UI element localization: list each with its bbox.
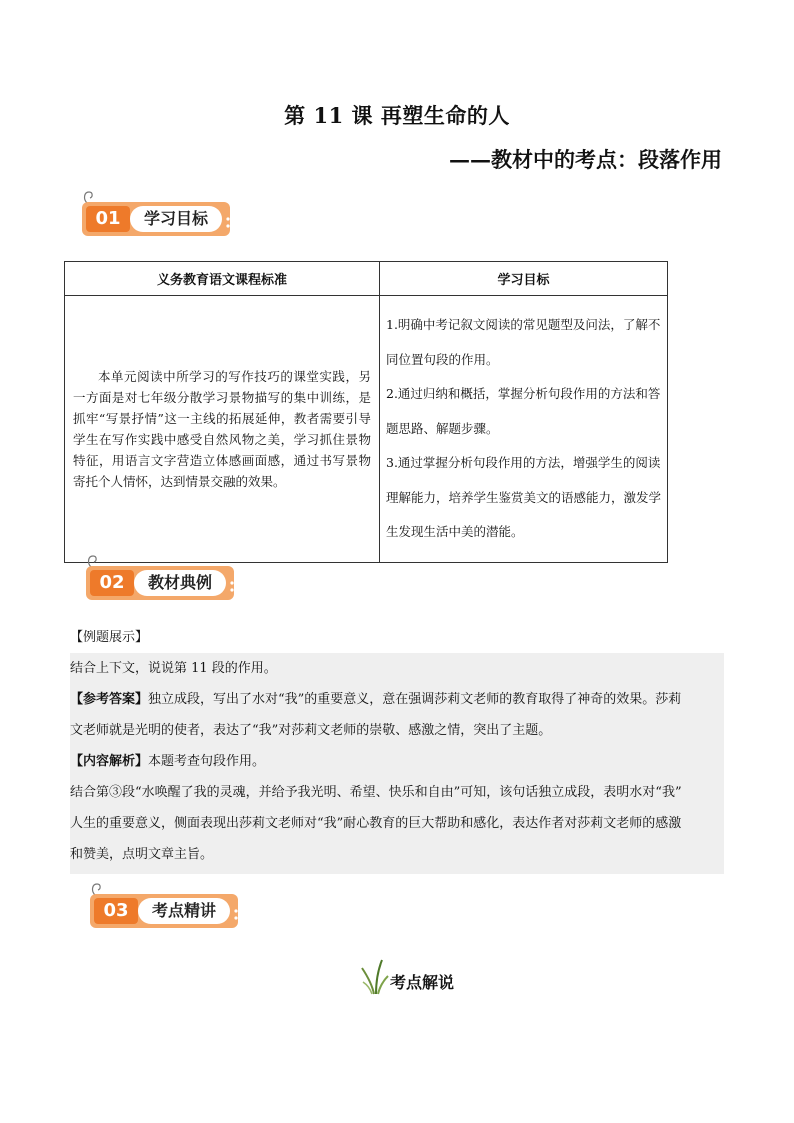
section-header-objectives xyxy=(82,192,234,238)
analysis-line: 人生的重要意义，侧面表现出莎莉文老师对“我”耐心教育的巨大帮助和感化，表达作者对莎莉文老师的感激 xyxy=(70,816,682,831)
dots-icon xyxy=(225,216,231,230)
dots-icon xyxy=(233,908,239,922)
table-row xyxy=(65,296,668,563)
section-label: 教材典例 xyxy=(134,570,226,596)
analysis-line-1 xyxy=(70,746,724,777)
objectives-table xyxy=(64,261,668,563)
analysis-line: 结合第③段“水唤醒了我的灵魂，并给予我光明、希望、快乐和自由”可知，该句话独立成段，表明水对“我” xyxy=(70,785,682,800)
answer-label: 【参考答案】 xyxy=(70,692,149,707)
section-number: 02 xyxy=(90,570,134,596)
subheading xyxy=(360,958,470,998)
objectives-cell xyxy=(380,296,668,563)
answer-line-2: 文老师就是光明的使者，表达了“我”对莎莉文老师的崇敬、感激之情，突出了主题。 xyxy=(70,723,552,738)
table-header: 学习目标 xyxy=(380,262,668,296)
section-header-keypoints xyxy=(90,884,242,930)
grass-icon xyxy=(360,958,390,996)
objective-item: 1.明确中考记叙文阅读的常见题型及问法，了解不同位置句段的作用。 xyxy=(386,317,661,367)
analysis-text: 本题考查句段作用。 xyxy=(148,754,266,769)
example-block xyxy=(70,622,724,874)
subheading-text: 考点解说 xyxy=(390,973,455,992)
dots-icon xyxy=(229,580,235,594)
answer-line-1 xyxy=(70,684,724,715)
standard-cell: 本单元阅读中所学习的写作技巧的课堂实践，另一方面是对七年级分散学习景物描写的集中训练，是抓牢“写景抒情”这一主线的拓展延伸，教者需要引导学生在写作实践中感受自然风物之美，学习抓住景物特征，用语言文字营造立体感画面感，通过书写景物寄托个人情怀，达到情景交融的效果。 xyxy=(65,296,380,563)
page-title: 第 11 课 再塑生命的人 xyxy=(284,103,510,128)
analysis-label: 【内容解析】 xyxy=(70,754,149,769)
section-label: 考点精讲 xyxy=(138,898,230,924)
analysis-line: 和赞美，点明文章主旨。 xyxy=(70,847,214,862)
objective-item: 2.通过归纳和概括，掌握分析句段作用的方法和答题思路、解题步骤。 xyxy=(386,386,661,436)
objective-item: 3.通过掌握分析句段作用的方法，增强学生的阅读理解能力，培养学生鉴赏美文的语感能力，激发学生发现生活中美的潜能。 xyxy=(386,455,662,539)
section-header-example xyxy=(86,556,238,602)
example-heading: 【例题展示】 xyxy=(70,630,149,645)
section-label: 学习目标 xyxy=(130,206,222,232)
table-header-row xyxy=(65,262,668,296)
section-number: 03 xyxy=(94,898,138,924)
example-question: 结合上下文，说说第 11 段的作用。 xyxy=(70,661,277,676)
table-header: 义务教育语文课程标准 xyxy=(65,262,380,296)
page-subtitle: ——教材中的考点：段落作用 xyxy=(449,147,722,172)
answer-text: 独立成段，写出了水对“我”的重要意义，意在强调莎莉文老师的教育取得了神奇的效果。莎莉 xyxy=(148,692,682,707)
section-number: 01 xyxy=(86,206,130,232)
example-content xyxy=(70,653,724,874)
